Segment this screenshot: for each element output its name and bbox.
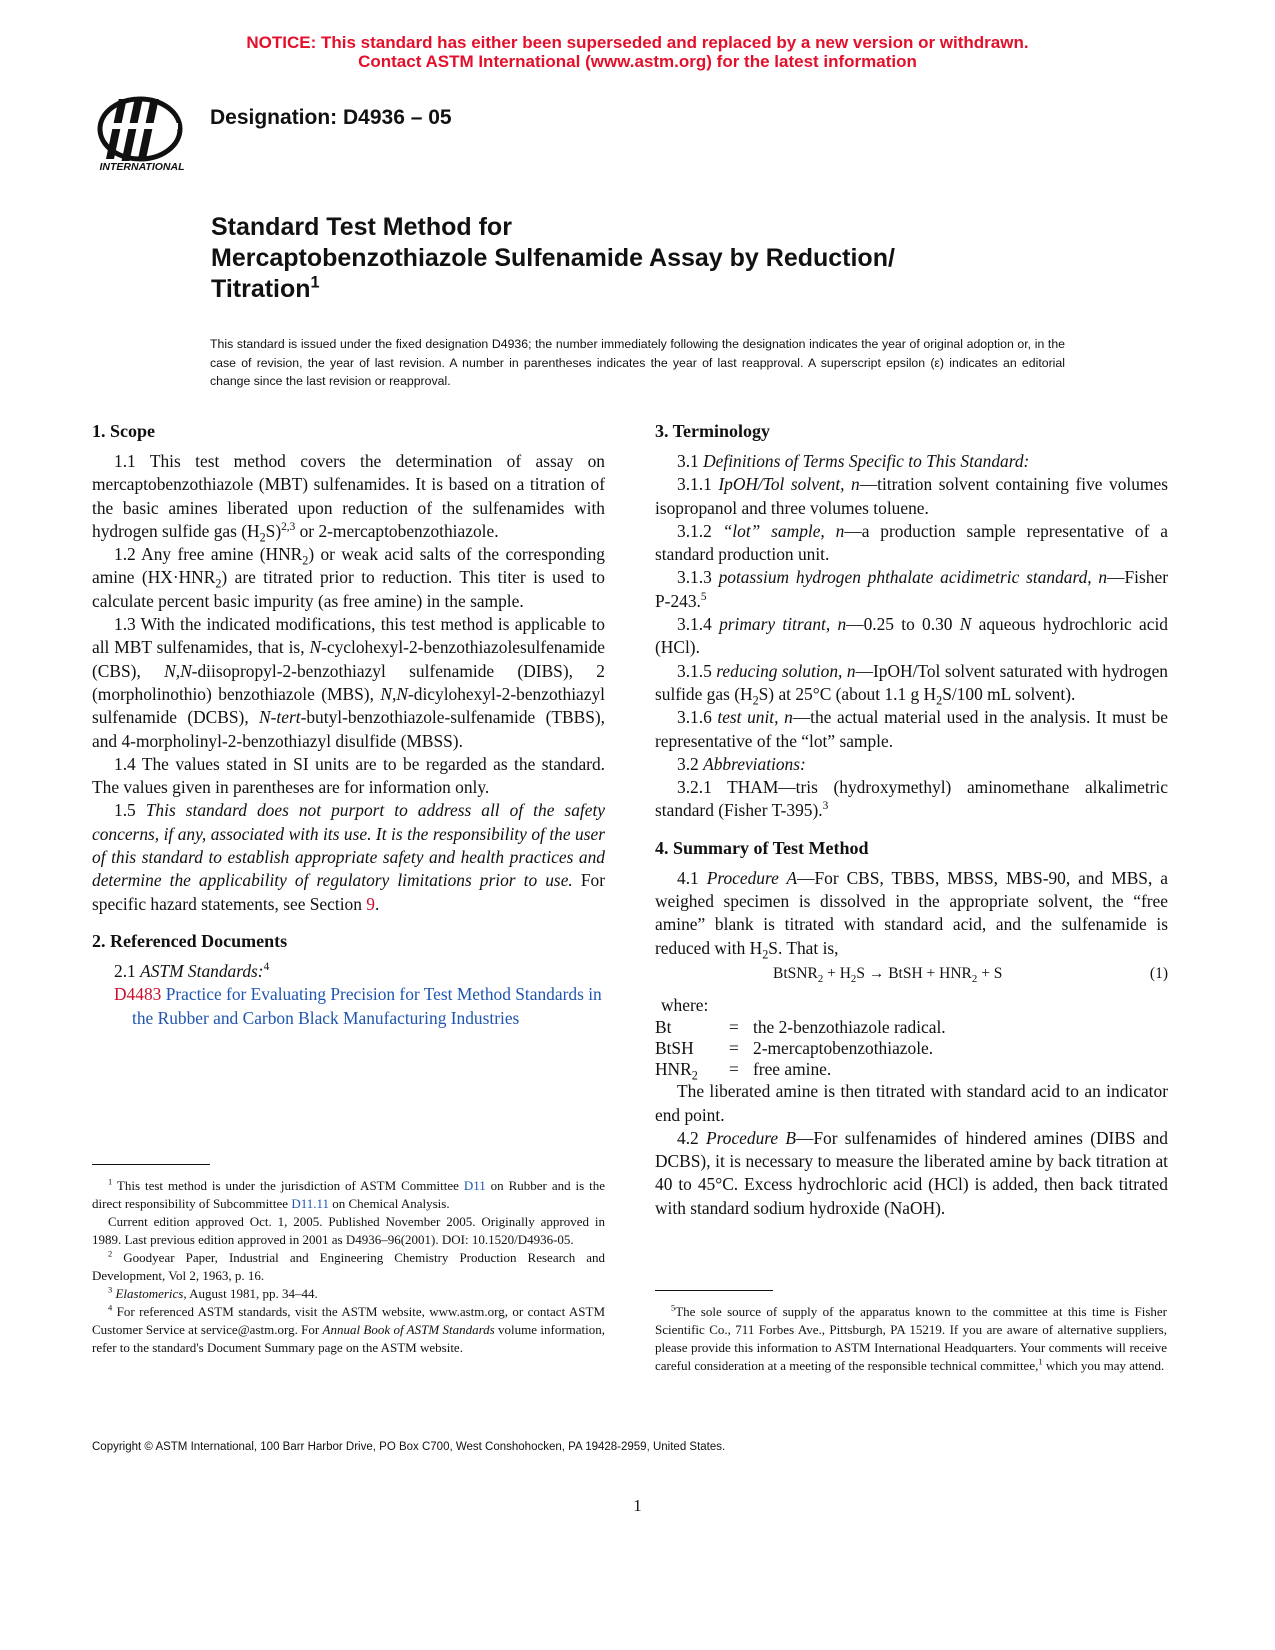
referenced-document-d4483[interactable] [92, 983, 605, 1030]
para-4-1-after: The liberated amine is then titrated with standard acid to an indicator end point. [655, 1081, 1168, 1125]
para-3-1-5: 3.1.5 reducing solution, n—IpOH/Tol solvent saturated with hydrogen sulfide gas $(H_2S)$ at 25°C (about 1.1 g $H_2S/100$ mL solvent). [655, 660, 1168, 708]
footnote-5: $^5$The sole source of supply of the apparatus known to the committee at this time is Fisher Scientific Co., 711 Forbes Ave., Pittsburgh, PA 15219. If you are aware of alternative suppliers, please provide this information to ASTM International Headquarters. Your comments will receive careful consideration at a meeting of the responsible technical committee,$^1$ which you may attend. [655, 1302, 1167, 1373]
designation: Designation: D4936 – 05 [210, 106, 452, 129]
title-footnote-ref[interactable]: 1 [310, 273, 320, 292]
right-footnotes [655, 1290, 1167, 1375]
para-4-2: 4.2 Procedure B—For sulfenamides of hindered amines (DIBS and DCBS), it is necessary to measure the liberated amine by back titration at 40 to 45°C. Excess hydrochloric acid (HCl) is added, then back titrated with standard sodium hydroxide (NaOH). [655, 1127, 1168, 1218]
para-3-2: 3.2 Abbreviations: [677, 753, 806, 774]
document-title [211, 212, 1141, 305]
definition-row: Bt = the 2-benzothiazole radical. [655, 1017, 946, 1038]
section-9-link[interactable]: 9 [366, 893, 375, 914]
page-number: 1 [633, 1496, 642, 1515]
footnote-4: $^4$ For referenced ASTM standards, visit the ASTM website, www.astm.org, or contact ASTM Customer Service at service@astm.org. For Annual Book of ASTM Standards volume information, refer to the standard's Document Summary page on the ASTM website. [92, 1302, 606, 1355]
para-1-3: 1.3 With the indicated modifications, this test method is applicable to all MBT sulfenamides, that is, N-cyclohexyl-2-benzothiazolesulfenamide (CBS), N,N-diisopropyl-2-benzothiazyl sulfenamide (DIBS), 2 (morpholinothio) benzothiazole (MBS), N,N-dicylohexyl-2-benzothiazyl sulfenamide (DCBS), N-tert-butyl-benzothiazole-sulfenamide (TBBS), and 4-morpholinyl-2-benzothiazyl disulfide (MBSS). [92, 614, 605, 751]
equation-1 [655, 960, 1168, 986]
footnote-3: $^3$ Elastomerics, August 1981, pp. 34–44. [108, 1284, 318, 1301]
subcommittee-d1111-link[interactable]: D11.11 [291, 1196, 329, 1211]
para-3-1-1: 3.1.1 IpOH/Tol solvent, n—titration solvent containing five volumes isopropanol and three volumes toluene. [655, 474, 1168, 518]
right-column [655, 420, 1168, 1220]
para-1-1: 1.1 This test method covers the determination of assay on mercaptobenzothiazole (MBT) sulfenamides. It is based on a titration of the basic amines liberated upon reduction of the sulfenamides with hydrogen sulfide gas $(H_2S)^{2,3}$ or 2-mercaptobenzothiazole. [92, 451, 605, 545]
definition-row: $HNR_2$ = free amine. [655, 1059, 832, 1083]
definition-row: BtSH = 2-mercaptobenzothiazole. [655, 1038, 934, 1059]
footnote-ref-3[interactable]: 3 [822, 800, 829, 813]
title-line-3: Titration [211, 275, 311, 303]
footnote-1-edition: Current edition approved Oct. 1, 2005. Published November 2005. Originally approved in 1989. Last previous edition approved in 2001 as D4936–96(2001). DOI: 10.1520/D4936-05. [92, 1214, 605, 1247]
para-4-1: 4.1 Procedure A—For CBS, TBBS, MBSS, MBS-90, and MBS, a weighed specimen is dissolved in the appropriate solvent, the “free amine” blank is titrated with standard acid, and the sulfenamide is reduced with $H_2S$. That is, [655, 867, 1168, 962]
para-3-1-3: 3.1.3 potassium hydrogen phthalate acidimetric standard, n—Fisher P-243.$^5$ [655, 567, 1168, 611]
astm-international-logo [92, 93, 192, 183]
para-3-1-6: 3.1.6 test unit, n—the actual material used in the analysis. It must be representative of the “lot” sample. [655, 707, 1168, 751]
footnote-ref-5[interactable]: 5 [700, 590, 707, 603]
copyright-line: Copyright © ASTM International, 100 Barr Harbor Drive, PO Box C700, West Conshohocken, PA 19428-2959, United States. [92, 1441, 726, 1453]
logo-text: INTERNATIONAL [99, 161, 185, 173]
title-line-1: Standard Test Method for [211, 213, 512, 241]
footnote-ref-2-3[interactable]: 2,3 [281, 521, 296, 534]
section-2-heading: 2. Referenced Documents [92, 930, 288, 951]
para-1-4: 1.4 The values stated in SI units are to be regarded as the standard. The values given in parentheses are for information only. [92, 753, 605, 798]
para-1-2: 1.2 Any free amine $(HNR_2)$ or weak acid salts of the corresponding amine $(HX\cdot HNR_2)$ are titrated prior to reduction. This titer is used to calculate percent basic impurity (as free amine) in the sample. [92, 544, 606, 611]
footnote-2: $^2$ Goodyear Paper, Industrial and Engineering Chemistry Production Research and Development, Vol 2, 1963, p. 16. [92, 1248, 606, 1283]
para-3-1: 3.1 Definitions of Terms Specific to This Standard: [677, 451, 1030, 471]
section-3-heading: 3. Terminology [655, 421, 771, 441]
left-column [92, 420, 605, 1030]
ref-title[interactable]: Practice for Evaluating Precision for Test Method Standards in the Rubber and Carbon Black Manufacturing Industries [132, 984, 602, 1028]
footnote-1: $^1$ This test method is under the jurisdiction of ASTM Committee D11 on Rubber and is the direct responsibility of Subcommittee D11.11 on Chemical Analysis. [92, 1176, 606, 1211]
committee-d11-link[interactable]: D11 [463, 1178, 486, 1193]
notice-line-1: NOTICE: This standard has either been superseded and replaced by a new version or withdrawn. [246, 33, 1029, 52]
title-line-2: Mercaptobenzothiazole Sulfenamide Assay by Reduction/ [211, 244, 895, 272]
where-label: where: [661, 994, 709, 1015]
para-3-1-2: 3.1.2 “lot” sample, n—a production sample representative of a standard production unit. [655, 520, 1168, 565]
footnote-ref-4[interactable]: 4 [263, 961, 270, 974]
para-3-2-1: 3.2.1 THAM—tris (hydroxymethyl) aminomethane alkalimetric standard (Fisher T-395).$^3$ [655, 777, 1168, 821]
para-2-1: 2.1 ASTM Standards:$^4$ [114, 960, 270, 981]
symbol-definitions [655, 1017, 946, 1083]
withdrawn-notice [0, 33, 1275, 71]
para-1-5: 1.5 This standard does not purport to address all of the safety concerns, if any, associated with its use. It is the responsibility of the user of this standard to establish appropriate safety and health practices and determine the applicability of regulatory limitations prior to use. For specific hazard statements, see Section 9. [92, 800, 606, 914]
left-footnotes [92, 1164, 605, 1357]
issuance-statement: This standard is issued under the fixed designation D4936; the number immediately following the designation indicates the year of original adoption or, in the case of revision, the year of last revision. A number in parentheses indicates the year of last reapproval. A superscript epsilon (ε) indicates an editorial change since the last revision or reapproval. [210, 337, 1065, 388]
equation-number: (1) [1149, 964, 1168, 982]
equation-expression: BtSNR$_2$ + $H_2S$ → BtSH + $HNR_2 + S$ [773, 964, 1003, 986]
section-1-heading: 1. Scope [92, 421, 155, 441]
ref-code[interactable]: D4483 [114, 984, 162, 1005]
notice-line-2: Contact ASTM International (www.astm.org) for the latest information [358, 52, 917, 71]
para-3-1-4: 3.1.4 primary titrant, n—0.25 to 0.30 N aqueous hydrochloric acid (HCl). [655, 614, 1168, 658]
section-4-heading: 4. Summary of Test Method [655, 837, 869, 858]
